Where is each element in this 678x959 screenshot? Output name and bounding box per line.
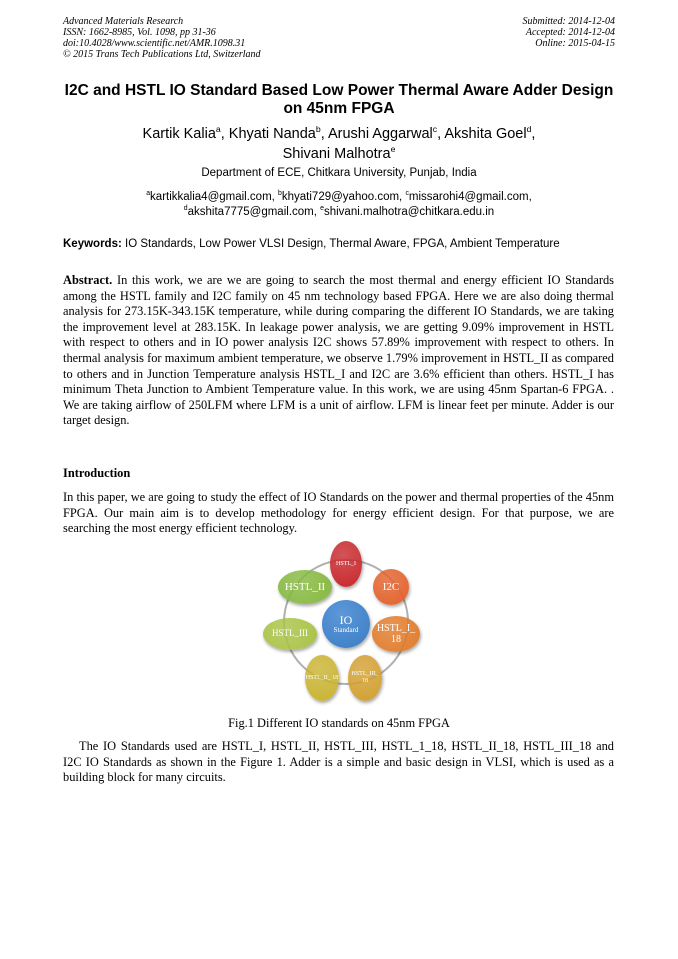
io-standards-figure <box>250 536 440 712</box>
io-standard-node: HSTL_III_ 18 <box>348 655 382 701</box>
keywords-label: Keywords: <box>63 238 122 250</box>
io-standards-paragraph: The IO Standards used are HSTL_I, HSTL_II, HSTL_III, HSTL_1_18, HSTL_II_18, HSTL_III_18 and I2C IO Standards as shown in the Figure 1. Adder is a simple and basic design in VLSI, which is used as a building block for many circuits. <box>63 739 614 785</box>
affiliation: Department of ECE, Chitkara University, Punjab, India <box>201 167 477 179</box>
accepted-date: Accepted: 2014-12-04 <box>525 27 615 38</box>
figure-caption: Fig.1 Different IO standards on 45nm FPGA <box>228 716 450 730</box>
io-standard-node: HSTL_I_ 18 <box>372 616 420 652</box>
author-name: Shivani Malhotra <box>282 146 391 162</box>
abstract <box>63 273 614 429</box>
email-link[interactable]: kartikkalia4@gmail.com, <box>150 191 275 203</box>
journal-name: Advanced Materials Research <box>63 16 184 27</box>
journal-doi: doi:10.4028/www.scientific.net/AMR.1098.31 <box>63 38 246 49</box>
email-sup: b <box>278 190 282 198</box>
paper-title: I2C and HSTL IO Standard Based Low Power Thermal Aware Adder Design on 45nm FPGA <box>64 82 614 117</box>
io-standard-node: HSTL_II_ 18 <box>305 655 339 701</box>
author-sup: a <box>215 124 221 135</box>
email-sup: c <box>405 190 409 198</box>
io-standard-node: HSTL_II <box>278 570 332 604</box>
author-sup: c <box>432 124 438 135</box>
online-date: Online: 2015-04-15 <box>535 38 615 49</box>
keywords-text: IO Standards, Low Power VLSI Design, Thermal Aware, FPGA, Ambient Temperature <box>125 238 560 250</box>
io-standard-node: HSTL_I <box>330 541 362 587</box>
email-link[interactable]: missarohi4@gmail.com, <box>408 191 532 203</box>
author-name: Kartik Kalia <box>142 126 216 142</box>
author-name: Khyati Nanda <box>228 126 316 142</box>
journal-header-left <box>63 16 261 60</box>
introduction-heading: Introduction <box>63 466 131 480</box>
abstract-label: Abstract. <box>63 273 113 287</box>
journal-copyright: © 2015 Trans Tech Publications Ltd, Switzerland <box>63 49 261 60</box>
email-sup: a <box>146 190 151 198</box>
journal-issn: ISSN: 1662-8985, Vol. 1098, pp 31-36 <box>63 27 216 38</box>
email-link[interactable]: shivani.malhotra@chitkara.edu.in <box>323 206 495 218</box>
keywords <box>63 238 615 250</box>
email-sup: d <box>183 205 188 213</box>
io-standard-node: HSTL_III <box>263 618 317 650</box>
abstract-text: In this work, we are we are going to search the most thermal and energy efficient IO Standards among the HSTL family and I2C family on 45 nm technology based FPGA. Here we are also doing thermal analysis for 273.15K-343.15K temperature, while during comparing the different IO Standards, we are taking the improvement level at 283.15K. In leakage power analysis, we are getting 9.09% improvement in HSTL with respect to others and in IO power analysis I2C shows 57.89% improvement with respect to others. In thermal analysis for maximum ambient temperature, we observe 1.79% improvement in HSTL_II as compared to others and in Junction Temperature analysis HSTL_I and I2C are 3.6% efficient than others. HSTL_I has minimum Theta Junction to Ambient Temperature value. In this work, we are using 45nm Spartan-6 FPGA. . We are taking airflow of 250LFM where LFM is a unit of airflow. LFM is linear feet per minute. Adder is our target design. <box>63 273 614 428</box>
introduction-paragraph: In this paper, we are going to study the effect of IO Standards on the power and thermal properties of the 45nm FPGA. Our main aim is to develop methodology for energy efficient design. For that purpose, we are searching the most energy efficient technology. <box>63 490 614 536</box>
author-list: Kartik Kalia$^a$, Khyati Nanda$^b$, Arushi Aggarwal$^c$, Akshita Goel$^d$, Shivani Malhotra$^e$ <box>142 124 536 162</box>
io-standard-center <box>322 600 370 648</box>
email-sup: e <box>320 205 324 213</box>
center-label-standard: Standard <box>333 625 359 634</box>
author-sup: d <box>526 124 532 135</box>
email-link[interactable]: khyati729@yahoo.com, <box>281 191 403 203</box>
author-name: Akshita Goel <box>444 126 527 142</box>
author-name: Arushi Aggarwal <box>327 126 433 142</box>
email-link[interactable]: akshita7775@gmail.com, <box>187 206 317 218</box>
submitted-date: Submitted: 2014-12-04 <box>522 16 615 27</box>
center-label-io: IO <box>339 612 353 627</box>
journal-header-right <box>523 16 616 49</box>
io-standard-node: I2C <box>373 569 409 605</box>
author-sup: b <box>315 124 321 135</box>
email-list <box>63 190 615 220</box>
author-sup: e <box>390 144 396 155</box>
